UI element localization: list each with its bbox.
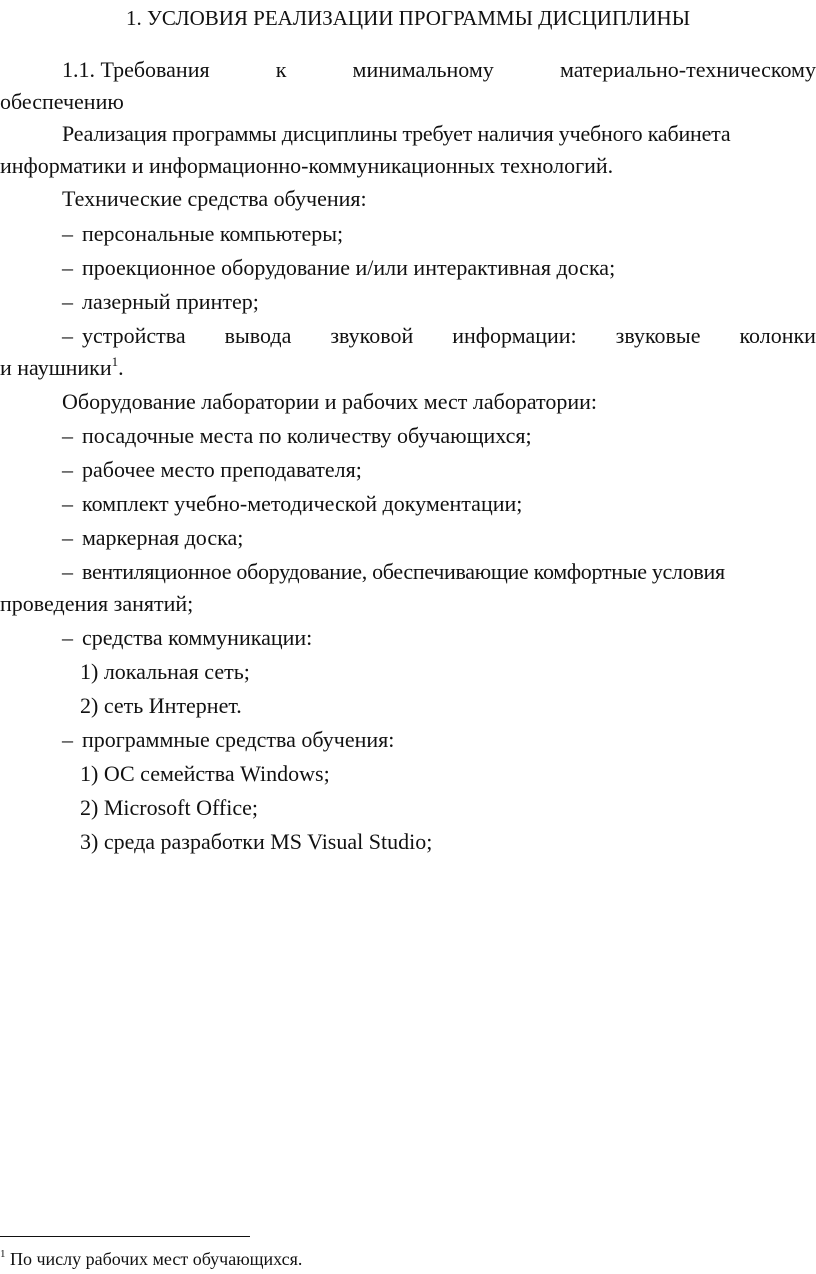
subsection-heading <box>0 54 816 86</box>
list-item: – посадочные места по количеству обучающихся; <box>0 420 816 452</box>
dash-bullet: – <box>62 525 73 550</box>
numbered-item: 2) Microsoft Office; <box>80 795 258 820</box>
audio-word: – устройства <box>62 320 186 352</box>
list-item: – маркерная доска; <box>0 522 816 554</box>
heading-word: минимальному <box>352 57 494 82</box>
dash-bullet: – <box>62 423 73 448</box>
footnote-text: По числу рабочих мест обучающихся. <box>10 1249 303 1269</box>
intro-line-2: информатики и информационно-коммуникационных технологий. <box>0 153 614 178</box>
list-item-ventilation-continuation: проведения занятий; <box>0 591 194 616</box>
footnote-reference[interactable]: 1 <box>111 354 119 369</box>
list-item: – комплект учебно-методической документации; <box>0 488 816 520</box>
software-heading: – программные средства обучения: <box>0 724 816 756</box>
list-item: – проекционное оборудование и/или интерактивная доска; <box>0 252 816 284</box>
footnote-separator <box>0 1236 250 1237</box>
dash-bullet: – <box>62 289 73 314</box>
list-item: – рабочее место преподавателя; <box>0 454 816 486</box>
dash-bullet: – <box>62 457 73 482</box>
communication-heading: – средства коммуникации: <box>0 622 816 654</box>
subsection-number-and-word: 1.1. Требования <box>62 57 210 82</box>
audio-word: вывода <box>224 323 292 348</box>
heading-word: материально-техническому <box>559 57 816 82</box>
list-item-audio <box>0 320 816 352</box>
dash-bullet: – <box>62 559 73 584</box>
list-item: – лазерный принтер; <box>0 286 816 318</box>
dash-bullet: – <box>62 491 73 516</box>
dash-bullet: – <box>62 221 73 246</box>
numbered-item: 1) локальная сеть; <box>80 659 250 684</box>
numbered-item: 3) среда разработки MS Visual Studio; <box>80 829 433 854</box>
dash-bullet: – <box>62 255 73 280</box>
intro-line-1: Реализация программы дисциплины требует наличия учебного кабинета <box>62 121 731 146</box>
audio-word: колонки <box>739 323 816 348</box>
list-item-ventilation: – вентиляционное оборудование, обеспечивающие комфортные условия <box>0 556 816 588</box>
list-item-audio-continuation: и наушники$^1$. <box>0 354 124 380</box>
lab-equipment-heading: Оборудование лаборатории и рабочих мест лаборатории: <box>62 389 598 414</box>
numbered-item: 1) ОС семейства Windows; <box>80 761 330 786</box>
audio-word: информации: <box>452 323 577 348</box>
numbered-item: 2) сеть Интернет. <box>80 693 242 718</box>
heading-word: к <box>275 57 287 82</box>
section-title: 1. УСЛОВИЯ РЕАЛИЗАЦИИ ПРОГРАММЫ ДИСЦИПЛИНЫ <box>125 6 691 30</box>
subsection-heading-continuation: обеспечению <box>0 89 124 114</box>
dash-bullet: – <box>62 625 73 650</box>
footnote-mark: 1 <box>0 1248 6 1260</box>
footnote <box>0 1246 302 1272</box>
technical-means-heading: Технические средства обучения: <box>62 186 367 211</box>
dash-bullet: – <box>62 323 73 348</box>
audio-word: звуковой <box>330 323 414 348</box>
audio-word: звуковые <box>615 323 701 348</box>
dash-bullet: – <box>62 727 73 752</box>
list-item: – персональные компьютеры; <box>0 218 816 250</box>
